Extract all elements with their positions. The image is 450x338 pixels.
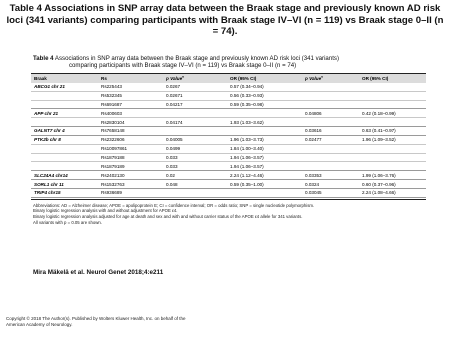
gene-cell: PTK2b chr 8 — [34, 137, 61, 143]
or-ci-a-cell: 1.84 (1.00–3.40) — [230, 146, 264, 152]
p-value-b-cell: 0.02477 — [305, 137, 322, 143]
gene-cell: GALNT7 chr 4 — [34, 128, 65, 134]
rs-cell: Rs7658148 — [101, 128, 125, 134]
gene-cell: SORL1 chr 11 — [34, 181, 64, 187]
p-value-b-cell: 0.03616 — [305, 128, 322, 134]
rs-cell: Rs1879188 — [101, 154, 125, 160]
rs-cell: Rs532345 — [101, 93, 122, 99]
or-ci-a-cell: 0.56 (0.33–0.93) — [230, 93, 264, 99]
or-ci-a-cell: 0.57 (0.34–0.94) — [230, 84, 264, 90]
p-value-a-cell: 0.0499 — [166, 146, 181, 152]
table-row — [31, 154, 426, 163]
table-row — [31, 180, 426, 189]
p-value-a-cell: 0.04005 — [166, 137, 183, 143]
table-figure — [31, 55, 426, 225]
or-ci-a-cell: 2.24 (1.12–4.46) — [230, 172, 264, 178]
p-value-b-cell: 0.03353 — [305, 172, 322, 178]
rs-cell: Rs10097861 — [101, 146, 128, 152]
footnote-b: Binary logistic regression analysis adjusted for age at death and sex and with and without carrier status of the APOE ε4 allele for 341 variants. — [33, 213, 303, 219]
slide-title: Table 4 Associations in SNP array data between the Braak stage and previously known AD risk loci (341 variants) comparing participants with Braak stage IV–VI (n = 119) vs Braak stage 0–II (n = 74). — [6, 3, 444, 38]
rs-cell: Rs936689 — [101, 190, 122, 196]
header-p-value-a: p Value$^a$ — [166, 75, 184, 81]
p-value-a-cell: 0.048 — [166, 181, 178, 187]
rs-cell: Rs691687 — [101, 101, 122, 107]
table-row — [31, 118, 426, 127]
gene-cell: TRIP4 chr15 — [34, 190, 61, 196]
table-body — [31, 83, 426, 198]
gene-cell: APP chr 21 — [34, 110, 59, 116]
or-ci-b-cell: 0.60 (0.37–0.96) — [362, 181, 396, 187]
header-or-ci-a: OR (95% CI) — [230, 75, 257, 81]
or-ci-b-cell: 0.63 (0.41–0.97) — [362, 128, 396, 134]
p-value-a-cell: 0.02 — [166, 172, 175, 178]
table-caption — [31, 55, 426, 70]
p-value-b-cell: 0.04806 — [305, 110, 322, 116]
header-p-value-b: p Value$^b$ — [305, 75, 324, 81]
rs-cell: Rs1879189 — [101, 163, 125, 169]
copyright-line2: American Academy of Neurology. — [6, 321, 73, 327]
table-row — [31, 145, 426, 154]
or-ci-a-cell: 0.59 (0.35–1.00) — [230, 181, 264, 187]
table-row — [31, 189, 426, 198]
table-row — [31, 83, 426, 92]
table-row — [31, 162, 426, 171]
footnote-shown: All variants with p = 0.05 are shown. — [33, 219, 102, 225]
p-value-a-cell: 0.033 — [166, 163, 178, 169]
footnote-abbreviations: Abbreviations: AD = Alzheimer disease; APOE = apolipoprotein E; CI = confidence interval; OR = odds ratio; SNP = single nucleotide polymorphism. — [33, 202, 315, 208]
rs-cell: Rs1532763 — [101, 181, 125, 187]
gene-cell: ABCG1 chr 21 — [34, 84, 65, 90]
rs-cell: Rs2402130 — [101, 172, 125, 178]
table-label: Table 4 — [33, 55, 54, 62]
or-ci-a-cell: 1.94 (1.06–3.57) — [230, 163, 264, 169]
footnote-a: Binary logistic regression analysis with and without adjustment for APOE ε4. — [33, 208, 178, 214]
or-ci-a-cell: 1.94 (1.06–3.57) — [230, 154, 264, 160]
p-value-b-cell: 0.03045 — [305, 190, 322, 196]
or-ci-a-cell: 0.59 (0.35–0.98) — [230, 101, 264, 107]
or-ci-b-cell: 1.99 (1.06–3.76) — [362, 172, 396, 178]
gene-cell: SLC24A4 chr14 — [34, 172, 68, 178]
rs-cell: Rs400603 — [101, 110, 122, 116]
or-ci-b-cell: 0.42 (0.18–0.99) — [362, 110, 396, 116]
p-value-a-cell: 0.033 — [166, 154, 178, 160]
or-ci-a-cell: 1.96 (1.03–3.73) — [230, 137, 264, 143]
table-caption-line2: comparing participants with Braak stage IV–VI (n = 119) vs Braak stage 0–II (n = 74) — [69, 62, 297, 70]
table-row — [31, 136, 426, 145]
table-header-row — [31, 74, 426, 83]
or-ci-a-cell: 1.93 (1.03–3.62) — [230, 119, 264, 125]
p-value-a-cell: 0.04174 — [166, 119, 183, 125]
copyright-notice — [6, 316, 246, 327]
or-ci-b-cell: 2.24 (1.08–4.66) — [362, 190, 396, 196]
p-value-a-cell: 0.04217 — [166, 101, 183, 107]
p-value-a-cell: 0.0267 — [166, 84, 181, 90]
rs-cell: Rs225443 — [101, 84, 122, 90]
table-footnotes — [31, 200, 426, 225]
header-braak: Braak — [34, 75, 47, 81]
header-or-ci-b: OR (95% CI) — [362, 75, 389, 81]
table-row — [31, 92, 426, 101]
table-row — [31, 109, 426, 118]
copyright-line1: Copyright © 2018 The Author(s). Published by Wolters Kluwer Health, Inc. on behalf of the — [6, 316, 186, 321]
table-row — [31, 127, 426, 136]
table-caption-line1: Associations in SNP array data between the Braak stage and previously known AD risk loci (341 variants) — [54, 55, 339, 62]
header-rs: Rs — [101, 75, 107, 81]
table-row — [31, 171, 426, 180]
rs-cell: Rs2322606 — [101, 137, 125, 143]
or-ci-b-cell: 1.96 (1.09–3.52) — [362, 137, 396, 143]
table-row — [31, 101, 426, 110]
citation: Mira Mäkelä et al. Neurol Genet 2018;4:e211 — [33, 269, 164, 276]
p-value-b-cell: 0.0324 — [305, 181, 320, 187]
rs-cell: Rs2830104 — [101, 119, 125, 125]
p-value-a-cell: 0.02671 — [166, 93, 183, 99]
